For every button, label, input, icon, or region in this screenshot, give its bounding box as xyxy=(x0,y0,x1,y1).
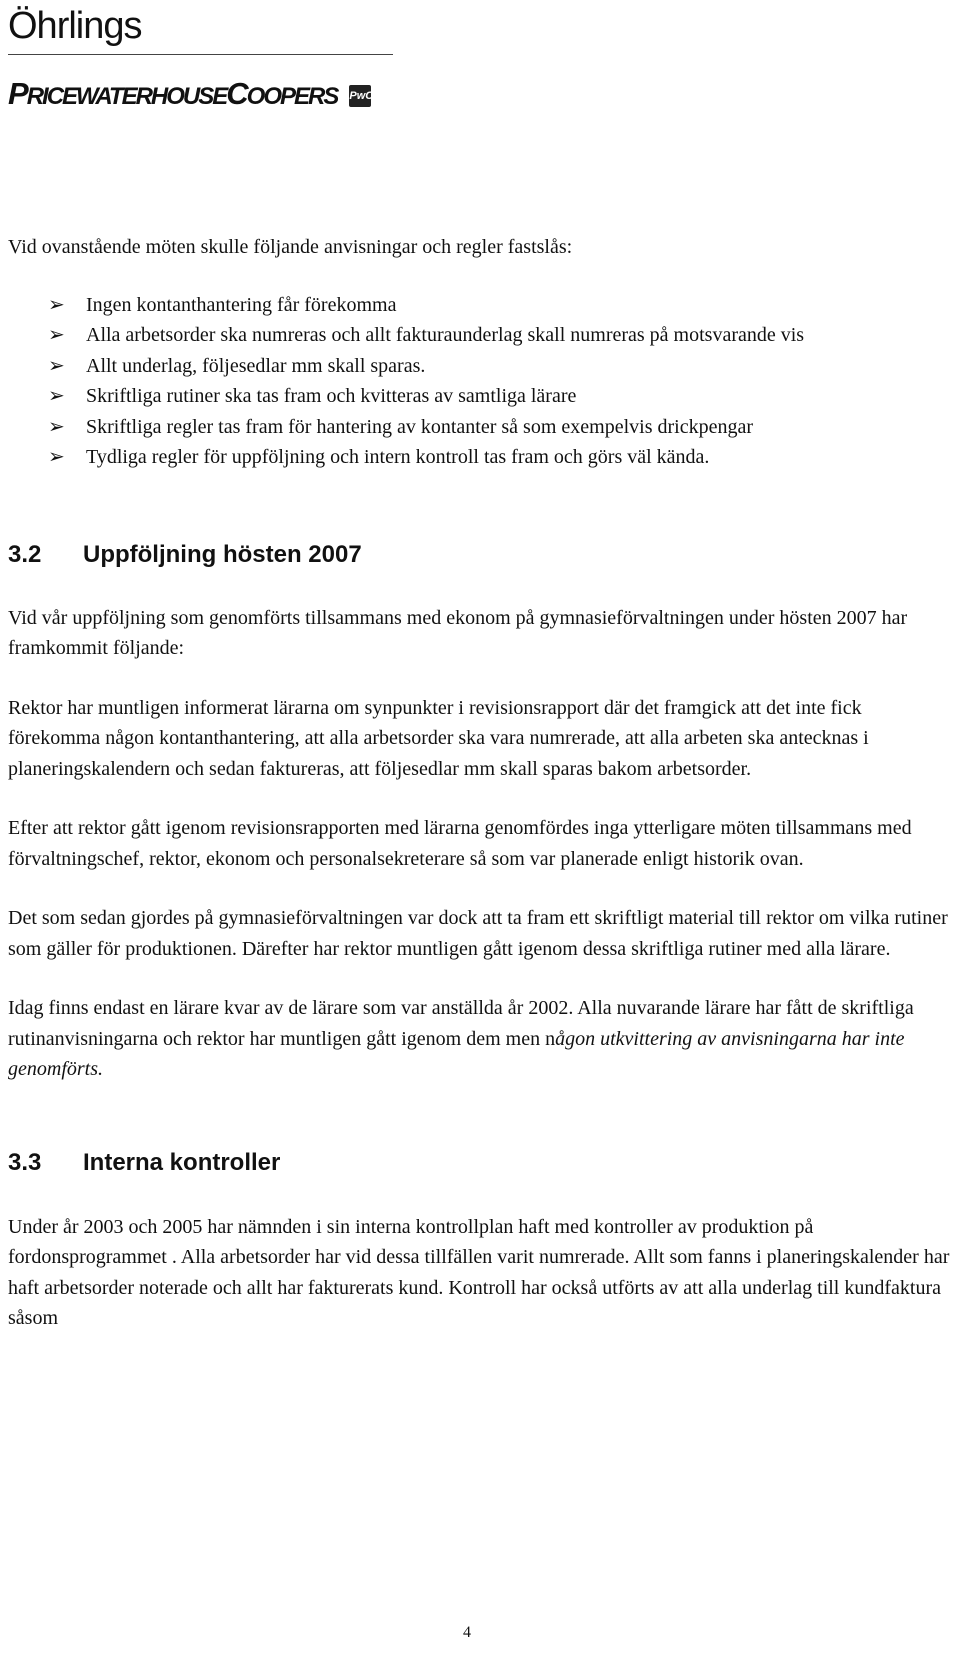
italic-note: ågon utkvittering av anvisningarna har inte genomförts. xyxy=(8,1027,905,1080)
paragraph: Vid vår uppföljning som genomförts tillsammans med ekonom på gymnasieförvaltningen under hösten 2007 har framkommit följande: xyxy=(8,606,908,659)
list-item: ➢ Skriftliga rutiner ska tas fram och kvitteras av samtliga lärare xyxy=(8,381,953,412)
paragraph: Rektor har muntligen informerat lärarna om synpunkter i revisionsrapport där det framgick att det inte fick förekomma någon kontanthantering, att alla arbetsorder ska vara numrerade, att alla arbeten ska antecknas i planeringskalendern och sedan faktureras, att följesedlar mm skall sparas bakom arbetsorder. xyxy=(8,696,869,780)
section-heading-3-3: 3.3 Interna kontroller xyxy=(8,1148,281,1176)
brand-name: Öhrlings xyxy=(8,5,142,47)
list-item: ➢ Allt underlag, följesedlar mm skall sparas. xyxy=(8,351,953,382)
intro-text: Vid ovanstående möten skulle följande anvisningar och regler fastslås: xyxy=(8,236,573,258)
list-item: ➢ Tydliga regler för uppföljning och intern kontroll tas fram och görs väl kända. xyxy=(8,442,953,473)
arrow-bullet-icon: ➢ xyxy=(48,385,65,407)
document-header xyxy=(8,4,374,111)
page-number: 4 xyxy=(463,1624,471,1641)
section-heading-3-2: 3.2 Uppföljning hösten 2007 xyxy=(8,540,362,568)
paragraph: Under år 2003 och 2005 har nämnden i sin interna kontrollplan haft med kontroller av produktion på fordonsprogrammet . Alla arbetsorder har vid dessa tillfällen varit numrerade. Allt som fanns i planeringskalender har haft arbetsorder noterade och allt har fakturerats kund. Kontroll har också utförts av att alla underlag till kundfaktura såsom xyxy=(8,1215,950,1329)
pricewaterhousecoopers-logo: PRICEWATERHOUSECOOPERS PwC xyxy=(8,76,374,111)
brand-divider xyxy=(8,54,393,55)
list-item: ➢ Alla arbetsorder ska numreras och allt fakturaunderlag skall numreras på motsvarande vis xyxy=(8,320,953,351)
document-body xyxy=(8,232,953,1334)
arrow-bullet-icon: ➢ xyxy=(48,324,65,346)
paragraph: Idag finns endast en lärare kvar av de lärare som var anställda år 2002. Alla nuvarande lärare har fått de skriftliga rutinanvisningarna och rektor har muntligen gått igenom dem men någon utkvittering av anvisningarna har inte genomförts. xyxy=(8,997,914,1080)
arrow-bullet-icon: ➢ xyxy=(48,415,65,438)
paragraph: Det som sedan gjordes på gymnasieförvaltningen var dock att ta fram ett skriftligt material till rektor om vilka rutiner som gäller för produktionen. Därefter har rektor muntligen gått igenom dessa skriftliga rutiner med alla lärare. xyxy=(8,907,948,960)
logo-mark-icon: PwC xyxy=(349,85,371,107)
paragraph: Efter att rektor gått igenom revisionsrapporten med lärarna genomfördes inga ytterligare möten tillsammans med förvaltningschef, rektor, ekonom och personalsekreterare så som var planerade enligt historik ovan. xyxy=(8,817,912,870)
rules-list xyxy=(8,290,953,473)
arrow-bullet-icon: ➢ xyxy=(48,354,65,377)
list-item: ➢ Ingen kontanthantering får förekomma xyxy=(8,290,953,321)
arrow-bullet-icon: ➢ xyxy=(48,293,65,316)
list-item: ➢ Skriftliga regler tas fram för hantering av kontanter så som exempelvis drickpengar xyxy=(8,412,953,443)
arrow-bullet-icon: ➢ xyxy=(48,446,65,468)
